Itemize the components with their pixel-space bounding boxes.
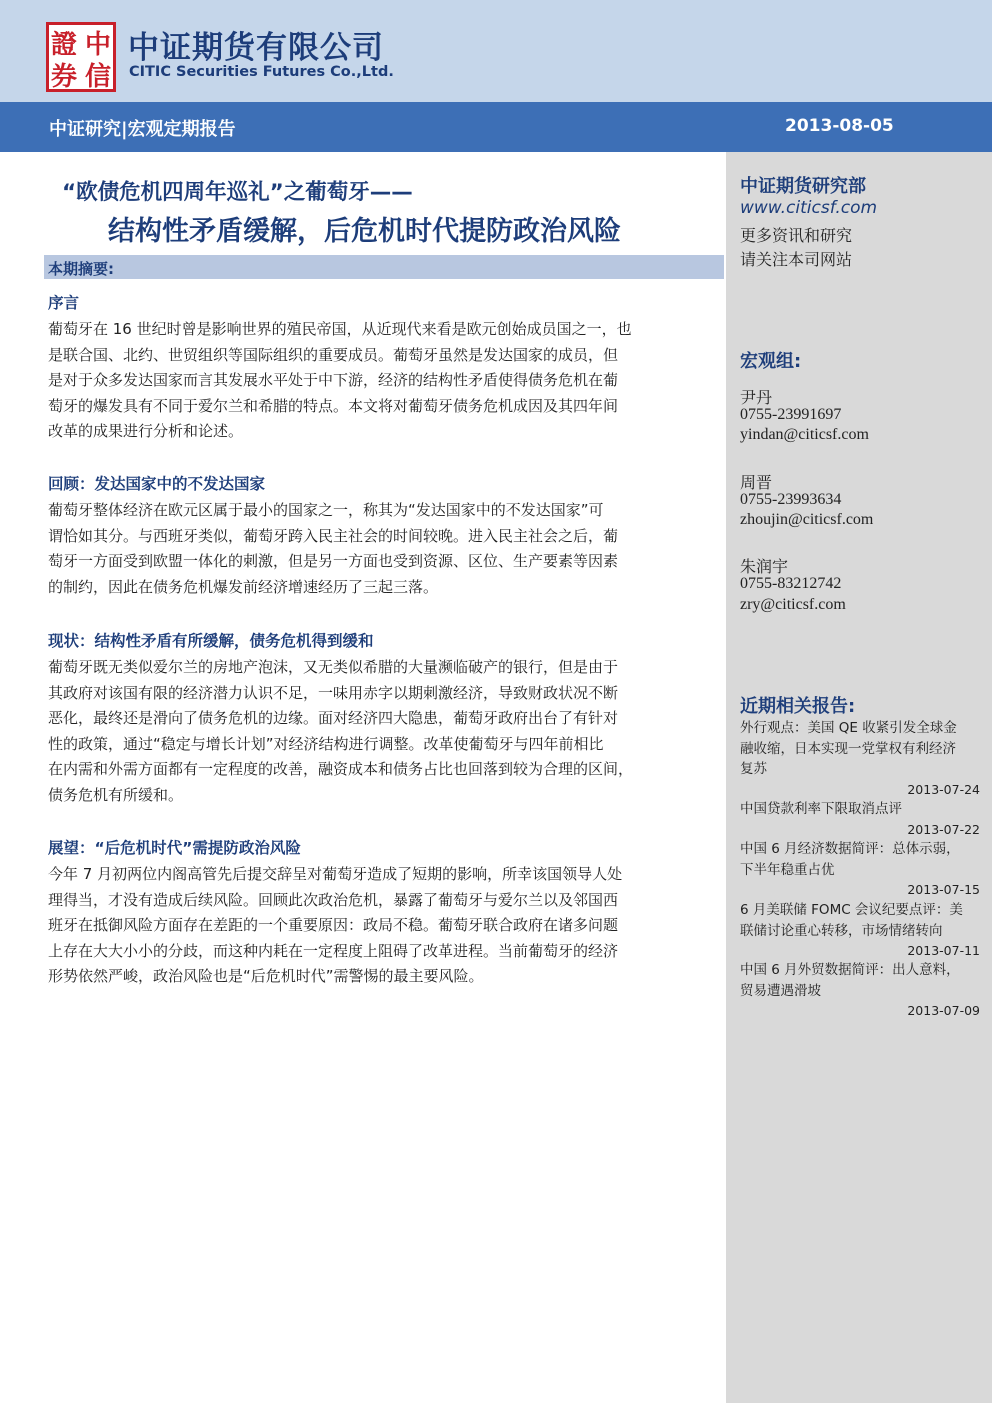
report-title-line: 贸易遭遇滑坡 bbox=[740, 982, 821, 999]
report-date: 2013-07-09 bbox=[907, 1003, 980, 1018]
report-title-line: 下半年稳重占优 bbox=[740, 861, 835, 878]
sidebar-note: 请关注本司网站 bbox=[740, 250, 853, 269]
section-paragraph bbox=[48, 317, 724, 445]
report-item[interactable] bbox=[740, 799, 982, 820]
paragraph-line: 葡萄牙整体经济在欧元区属于最小的国家之一，称其为“发达国家中的不发达国家”可 bbox=[48, 501, 604, 519]
section-paragraph bbox=[48, 655, 724, 808]
section-heading: 回顾：发达国家中的不发达国家 bbox=[48, 475, 266, 493]
report-item[interactable] bbox=[740, 960, 982, 1001]
paragraph-line: 今年 7 月初两位内阁高管先后提交辞呈对葡萄牙造成了短期的影响，所幸该国领导人处 bbox=[48, 865, 623, 883]
paragraph-line: 葡萄牙在 16 世纪时曾是影响世界的殖民帝国，从近现代来看是欧元创始成员国之一，也 bbox=[48, 320, 632, 338]
paragraph-line: 葡萄牙既无类似爱尔兰的房地产泡沫，又无类似希腊的大量濒临破产的银行，但是由于 bbox=[48, 658, 619, 676]
report-title-line1: “欧债危机四周年巡礼”之葡萄牙—— bbox=[62, 180, 413, 205]
report-item[interactable] bbox=[740, 900, 982, 941]
paragraph-line: 形势依然严峻，政治风险也是“后危机时代”需警惕的最主要风险。 bbox=[48, 967, 484, 985]
paragraph-line: 班牙在抵御风险方面存在差距的一个重要原因：政局不稳。葡萄牙联合政府在诸多问题 bbox=[48, 916, 619, 934]
section-paragraph bbox=[48, 862, 724, 990]
website-link[interactable]: www.citicsf.com bbox=[740, 198, 878, 218]
paragraph-line: 性的政策，通过“稳定与增长计划”对经济结构进行调整。改革使葡萄牙与四年前相比 bbox=[48, 734, 604, 753]
section-heading: 序言 bbox=[48, 294, 80, 312]
abstract-label: 本期摘要: bbox=[48, 260, 114, 278]
svg-text:券: 券 bbox=[50, 62, 78, 92]
company-name-cn: 中证期货有限公司 bbox=[128, 30, 384, 66]
report-title-line: 中国贷款利率下限取消点评 bbox=[740, 801, 902, 817]
report-title-line: 复苏 bbox=[740, 761, 767, 777]
research-dept: 中证期货研究部 bbox=[740, 176, 866, 197]
svg-text:證: 證 bbox=[50, 30, 78, 60]
svg-text:信: 信 bbox=[84, 62, 112, 92]
report-date: 2013-07-11 bbox=[907, 943, 980, 958]
contact-name: 周晋 bbox=[740, 473, 773, 492]
contact-phone: 0755-23993634 bbox=[740, 491, 842, 508]
report-title-line: 6 月美联储 FOMC 会议纪要点评：美 bbox=[740, 902, 963, 918]
report-title-line: 外行观点：美国 QE 收紧引发全球金 bbox=[740, 720, 957, 736]
contact-email[interactable]: yindan@citicsf.com bbox=[740, 426, 869, 443]
report-title-line: 中国 6 月外贸数据简评：出人意料， bbox=[740, 962, 960, 978]
group-label: 宏观组: bbox=[740, 351, 802, 372]
report-title-line: 联储讨论重心转移，市场情绪转向 bbox=[740, 922, 943, 939]
paragraph-line: 理得当，才没有造成后续风险。回顾此次政治危机，暴露了葡萄牙与爱尔兰以及邻国西 bbox=[48, 890, 619, 909]
paragraph-line: 萄牙的爆发具有不同于爱尔兰和希腊的特点。本文将对葡萄牙债务危机成因及其四年间 bbox=[48, 396, 619, 415]
paragraph-line: 上存在大大小小的分歧，而这种内耗在一定程度上阻碍了改革进程。当前葡萄牙的经济 bbox=[48, 941, 619, 960]
paragraph-line: 改革的成果进行分析和论述。 bbox=[48, 422, 244, 440]
contact-email[interactable]: zhoujin@citicsf.com bbox=[740, 511, 874, 528]
contact-name: 朱润宇 bbox=[740, 557, 789, 576]
paragraph-line: 是联合国、北约、世贸组织等国际组织的重要成员。葡萄牙虽然是发达国家的成员，但 bbox=[48, 345, 619, 364]
section-heading: 展望：“后危机时代”需提防政治风险 bbox=[48, 839, 301, 857]
citic-logo bbox=[46, 22, 116, 92]
report-date: 2013-07-15 bbox=[907, 882, 980, 897]
report-date: 2013-07-24 bbox=[907, 782, 980, 797]
report-item[interactable] bbox=[740, 839, 982, 880]
recent-reports-label: 近期相关报告: bbox=[740, 696, 856, 717]
contact-name: 尹丹 bbox=[740, 388, 773, 407]
section-paragraph bbox=[48, 498, 724, 600]
paragraph-line: 谓恰如其分。与西班牙类似，葡萄牙跨入民主社会的时间较晚。进入民主社会之后，葡 bbox=[48, 526, 619, 545]
report-type: 中证研究|宏观定期报告 bbox=[49, 119, 236, 140]
paragraph-line: 债务危机有所缓和。 bbox=[48, 785, 184, 804]
section-heading: 现状：结构性矛盾有所缓解，债务危机得到缓和 bbox=[48, 632, 374, 650]
paragraph-line: 其政府对该国有限的经济潜力认识不足，一味用赤字以期刺激经济，导致财政状况不断 bbox=[48, 683, 619, 702]
paragraph-line: 是对于众多发达国家而言其发展水平处于中下游，经济的结构性矛盾使得债务危机在葡 bbox=[48, 371, 619, 389]
report-title-line: 融收缩，日本实现一党掌权有利经济 bbox=[740, 740, 956, 757]
report-item[interactable] bbox=[740, 718, 982, 780]
paragraph-line: 的制约，因此在债务危机爆发前经济增速经历了三起三落。 bbox=[48, 577, 439, 596]
company-name-en: CITIC Securities Futures Co.,Ltd. bbox=[129, 64, 394, 80]
contact-phone: 0755-83212742 bbox=[740, 575, 842, 592]
paragraph-line: 在内需和外需方面都有一定程度的改善，融资成本和债务占比也回落到较为合理的区间， bbox=[48, 760, 634, 778]
contact-email[interactable]: zry@citicsf.com bbox=[740, 596, 846, 613]
paragraph-line: 萄牙一方面受到欧盟一体化的刺激，但是另一方面也受到资源、区位、生产要素等因素 bbox=[48, 552, 619, 570]
paragraph-line: 恶化，最终还是滑向了债务危机的边缘。面对经济四大隐患，葡萄牙政府出台了有针对 bbox=[48, 709, 619, 727]
report-title-line2: 结构性矛盾缓解，后危机时代提防政治风险 bbox=[108, 216, 621, 247]
sidebar-note: 更多资讯和研究 bbox=[740, 226, 853, 245]
abstract-bar bbox=[44, 255, 724, 279]
report-date: 2013-08-05 bbox=[785, 116, 894, 136]
report-date: 2013-07-22 bbox=[907, 822, 980, 837]
contact-phone: 0755-23991697 bbox=[740, 406, 842, 423]
svg-text:中: 中 bbox=[84, 30, 112, 60]
report-title-line: 中国 6 月经济数据简评：总体示弱， bbox=[740, 841, 960, 857]
